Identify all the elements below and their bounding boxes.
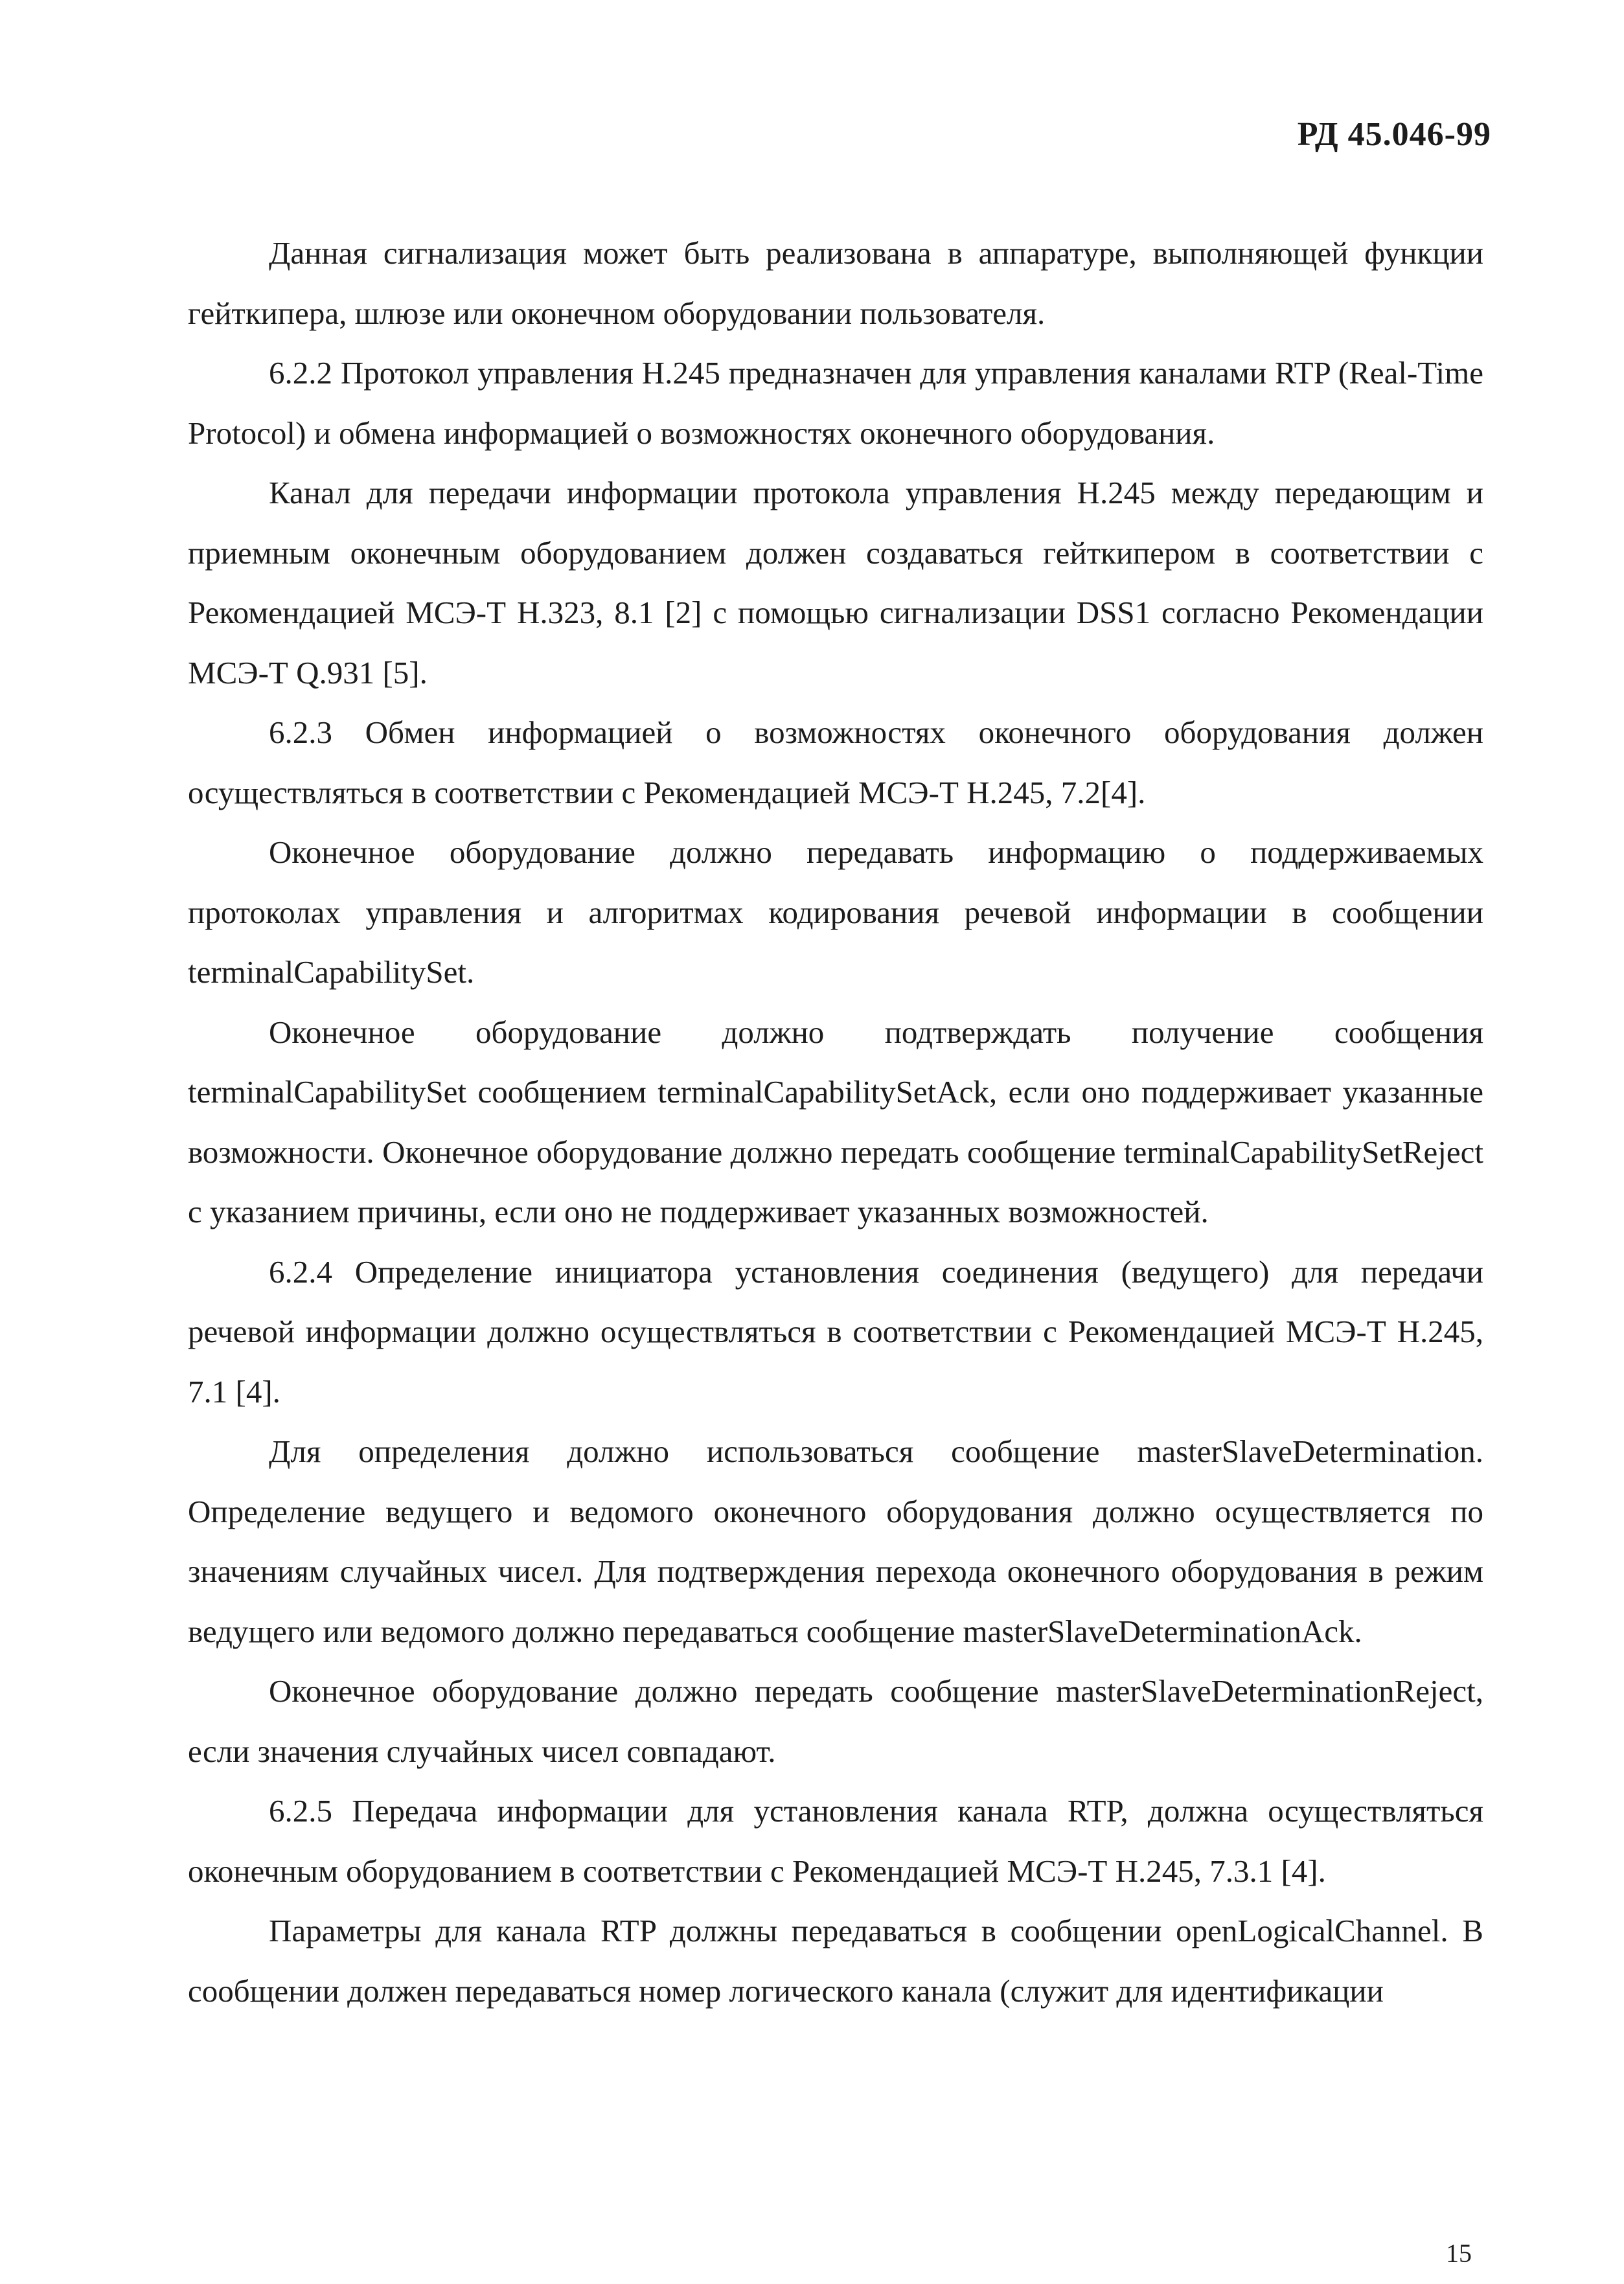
paragraph: Данная сигнализация может быть реализована в аппаратуре, выполняющей функции гейткипера, шлюзе или оконечном оборудовании пользователя. [188,235,1483,331]
paragraph: 6.2.5 Передача информации для установления канала RTP, должна осуществляться оконечным оборудованием в соответствии с Рекомендацией МСЭ-Т H.245, 7.3.1 [4]. [188,1793,1483,1889]
document-code-header: РД 45.046-99 [1297,116,1491,153]
paragraph: Оконечное оборудование должно передавать информацию о поддерживаемых протоколах управления и алгоритмах кодирования речевой информации в сообщении terminalCapabilitySet. [188,834,1483,990]
paragraph: Параметры для канала RTP должны передаваться в сообщении openLogicalChannel. В сообщении должен передаваться номер логического канала (служит для идентификации [188,1913,1483,2009]
paragraph: Для определения должно использоваться сообщение masterSlaveDetermination. Определение ведущего и ведомого оконечного оборудования должно осуществляется по значениям случайных чисел. Для подтверждения перехода оконечного оборудования в режим ведущего или ведомого должно передаваться сообщение masterSlaveDeterminationAck. [188,1433,1483,1649]
paragraph: 6.2.3 Обмен информацией о возможностях оконечного оборудования должен осуществляться в соответствии с Рекомендацией МСЭ-Т H.245, 7.2[4]. [188,714,1483,810]
page-number: 15 [1446,2239,1472,2268]
paragraph: Канал для передачи информации протокола управления H.245 между передающим и приемным оконечным оборудованием должен создаваться гейткипером в соответствии с Рекомендацией МСЭ-Т H.323, 8.1 [2] с помощью сигнализации DSS1 согласно Рекомендации МСЭ-Т Q.931 [5]. [188,475,1483,691]
paragraph: Оконечное оборудование должно передать сообщение masterSlaveDeterminationReject, если значения случайных чисел совпадают. [188,1673,1483,1769]
paragraph: 6.2.4 Определение инициатора установления соединения (ведущего) для передачи речевой информации должно осуществляться в соответствии с Рекомендацией МСЭ-Т H.245, 7.1 [4]. [188,1253,1483,1410]
document-body [188,223,1483,2021]
paragraph: 6.2.2 Протокол управления H.245 предназначен для управления каналами RTP (Real-Time Protocol) и обмена информацией о возможностях оконечного оборудования. [188,355,1483,451]
paragraph: Оконечное оборудование должно подтверждать получение сообщения terminalCapabilitySet сообщением terminalCapabilitySetAck, если оно поддерживает указанные возможности. Оконечное оборудование должно передать сообщение terminalCapabilitySetReject с указанием причины, если оно не поддерживает указанных возможностей. [188,1014,1483,1229]
